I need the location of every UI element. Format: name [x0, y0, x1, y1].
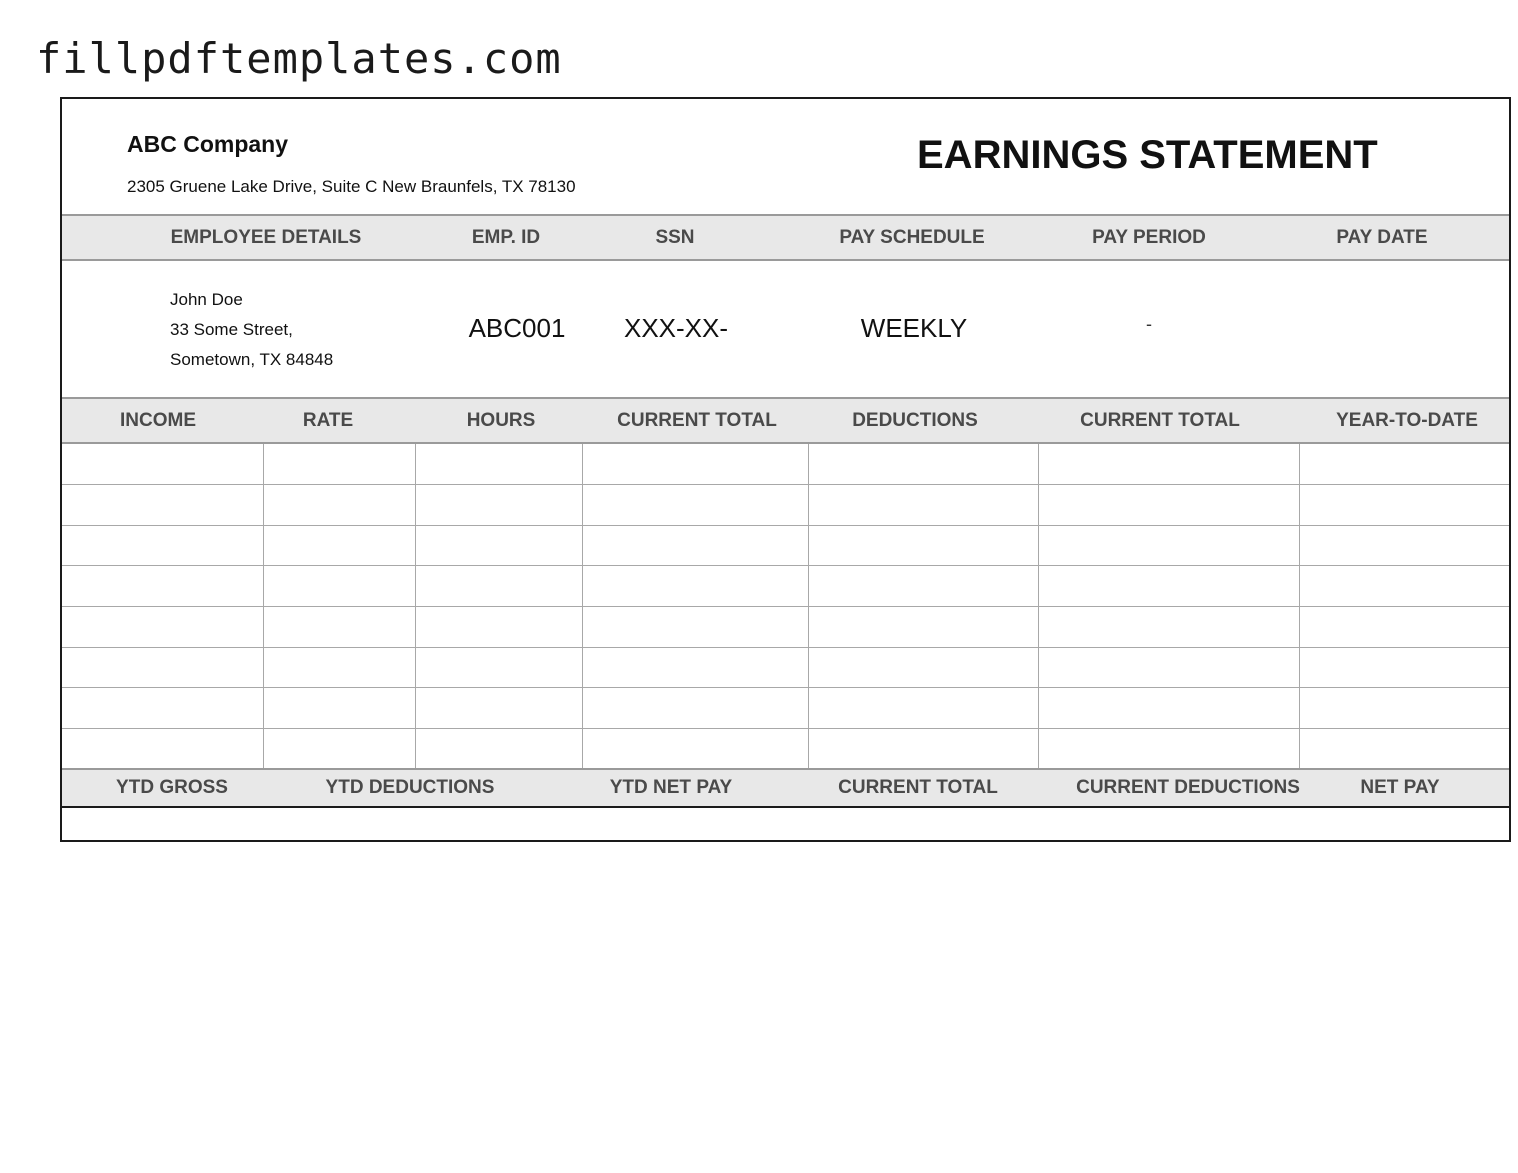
- employee-name[interactable]: John Doe: [170, 290, 243, 309]
- grid-column-divider: [582, 444, 583, 768]
- pay-schedule-value[interactable]: WEEKLY: [860, 313, 968, 343]
- grid-row-divider: [62, 728, 1509, 729]
- emp-id-header: EMP. ID: [471, 226, 541, 248]
- employee-street[interactable]: 33 Some Street,: [170, 320, 293, 339]
- deductions-header: DEDUCTIONS: [852, 409, 978, 431]
- grid-row-divider: [62, 647, 1509, 648]
- grid-column-divider: [263, 444, 264, 768]
- deductions-current-total-header: CURRENT TOTAL: [1080, 409, 1240, 431]
- summary-values-row[interactable]: [62, 808, 1509, 840]
- ssn-value[interactable]: XXX-XX-: [623, 313, 729, 343]
- earnings-statement-form: [60, 97, 1511, 842]
- grid-row-divider: [62, 525, 1509, 526]
- employee-details-header: EMPLOYEE DETAILS: [170, 226, 362, 248]
- current-deductions-header: CURRENT DEDUCTIONS: [1076, 777, 1300, 798]
- grid-row-divider: [62, 687, 1509, 688]
- company-name: ABC Company: [127, 131, 289, 157]
- pay-date-header: PAY DATE: [1336, 226, 1428, 248]
- grid-row-divider: [62, 484, 1509, 485]
- grid-row-divider: [62, 565, 1509, 566]
- earnings-grid[interactable]: [62, 444, 1509, 768]
- hours-header: HOURS: [466, 409, 536, 431]
- emp-id-value[interactable]: ABC001: [468, 313, 566, 343]
- watermark-text: fillpdftemplates.com: [36, 34, 562, 83]
- company-address: 2305 Gruene Lake Drive, Suite C New Braunfels, TX 78130: [127, 177, 576, 196]
- grid-row-divider: [62, 606, 1509, 607]
- pay-schedule-header: PAY SCHEDULE: [839, 226, 985, 248]
- current-total-header: CURRENT TOTAL: [617, 409, 777, 431]
- employee-city[interactable]: Sometown, TX 84848: [170, 350, 334, 369]
- grid-column-divider: [415, 444, 416, 768]
- income-header: INCOME: [120, 409, 196, 431]
- pay-period-header: PAY PERIOD: [1092, 226, 1206, 248]
- rate-header: RATE: [302, 409, 354, 431]
- earnings-header-row: [62, 397, 1509, 444]
- net-pay-header: NET PAY: [1360, 777, 1440, 798]
- ssn-header: SSN: [655, 226, 695, 248]
- ytd-gross-header: YTD GROSS: [116, 777, 228, 798]
- summary-header-row: [62, 768, 1509, 808]
- grid-column-divider: [1038, 444, 1039, 768]
- grid-column-divider: [808, 444, 809, 768]
- grid-column-divider: [1299, 444, 1300, 768]
- pay-period-value[interactable]: -: [1146, 314, 1152, 334]
- employee-header-row: [62, 214, 1509, 261]
- year-to-date-header: YEAR-TO-DATE: [1336, 409, 1478, 431]
- document-title: EARNINGS STATEMENT: [917, 133, 1378, 177]
- summary-current-total-header: CURRENT TOTAL: [838, 777, 998, 798]
- ytd-deductions-header: YTD DEDUCTIONS: [325, 777, 495, 798]
- ytd-net-pay-header: YTD NET PAY: [609, 777, 733, 798]
